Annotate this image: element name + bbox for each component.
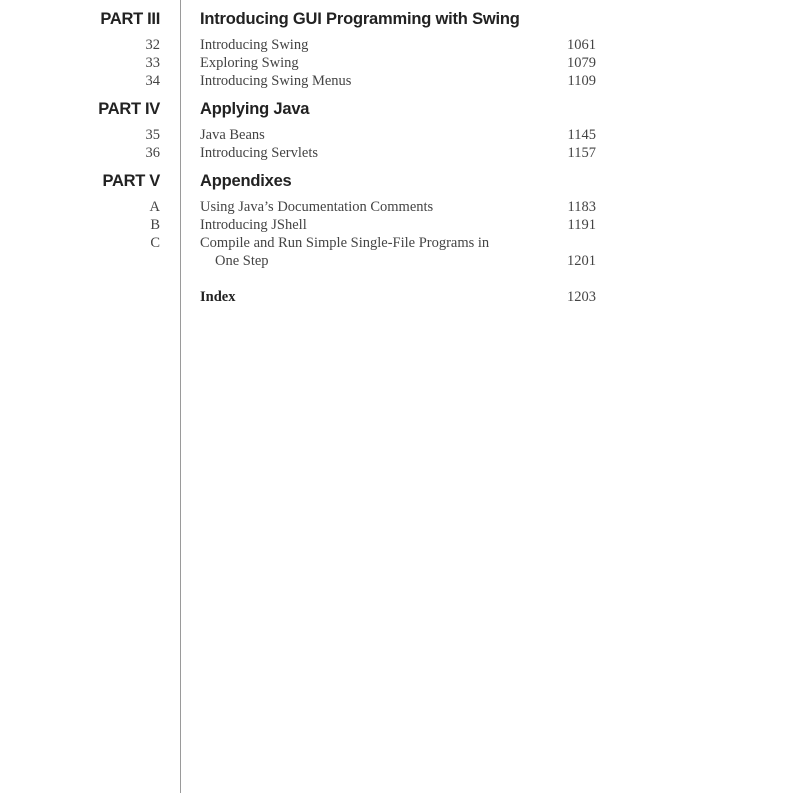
part-label: PART IV <box>98 100 160 118</box>
chapter-title[interactable]: Introducing Servlets <box>200 145 318 161</box>
part-label: PART III <box>100 10 160 28</box>
part-title: Appendixes <box>200 172 292 190</box>
chapter-title[interactable]: Exploring Swing <box>200 55 299 71</box>
appendix-letter: B <box>150 217 160 233</box>
part-title: Introducing GUI Programming with Swing <box>200 10 520 28</box>
chapter-title[interactable]: Java Beans <box>200 127 265 143</box>
page-number: 1183 <box>567 199 596 215</box>
chapter-number: 34 <box>145 73 160 89</box>
chapter-title[interactable]: Introducing Swing <box>200 37 309 53</box>
page-number: 1145 <box>567 127 596 143</box>
page-number: 1203 <box>567 289 596 305</box>
appendix-letter: C <box>150 235 160 251</box>
page-number: 1201 <box>567 253 596 269</box>
index-entry[interactable]: Index <box>200 289 236 305</box>
vertical-divider <box>180 0 181 793</box>
chapter-title[interactable]: Using Java’s Documentation Comments <box>200 199 434 215</box>
page-number: 1109 <box>567 73 596 89</box>
page-number: 1061 <box>567 37 596 53</box>
part-label: PART V <box>102 172 160 190</box>
page-number: 1079 <box>567 55 596 71</box>
chapter-title-continuation[interactable]: One Step <box>215 253 269 269</box>
appendix-letter: A <box>149 199 160 215</box>
chapter-title[interactable]: Introducing JShell <box>200 217 307 233</box>
chapter-number: 36 <box>145 145 160 161</box>
page-number: 1191 <box>567 217 596 233</box>
chapter-number: 33 <box>145 55 160 71</box>
part-title: Applying Java <box>200 100 310 118</box>
page-number: 1157 <box>567 145 596 161</box>
chapter-title[interactable]: Introducing Swing Menus <box>200 73 352 89</box>
chapter-title[interactable]: Compile and Run Simple Single-File Programs in <box>200 235 490 251</box>
chapter-number: 35 <box>145 127 160 143</box>
chapter-number: 32 <box>145 37 160 53</box>
